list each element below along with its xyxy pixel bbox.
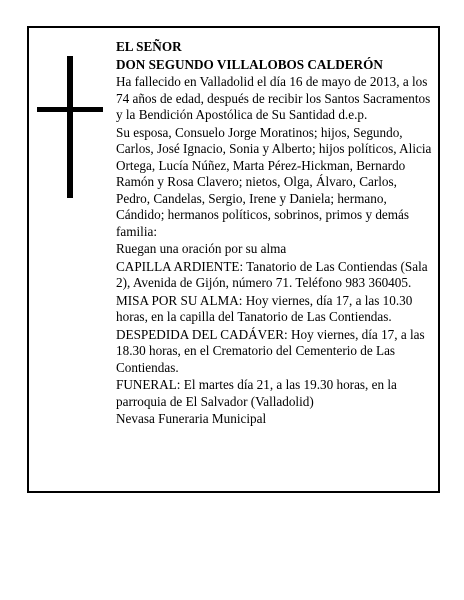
cross-vertical-bar — [67, 56, 73, 198]
death-info: Ha fallecido en Valladolid el día 16 de mayo de 2013, a los 74 años de edad, después de recibir los Santos Sacramentos y la Bendición Apostólica de Su Santidad d.e.p. — [116, 74, 431, 122]
cross-horizontal-bar — [37, 107, 103, 112]
chapel-info: CAPILLA ARDIENTE: Tanatorio de Las Contiendas (Sala 2), Avenida de Gijón, número 71. Teléfono 983 360405. — [116, 258, 428, 290]
funeral-home: Nevasa Funeraria Municipal — [116, 411, 267, 426]
notice-text — [116, 39, 434, 428]
mass-info: MISA POR SU ALMA: Hoy viernes, día 17, a las 10.30 horas, en la capilla del Tanatorio de Las Contiendas. — [116, 292, 413, 324]
cross-icon — [37, 56, 103, 198]
funeral-info: FUNERAL: El martes día 21, a las 19.30 horas, en la parroquia de El Salvador (Valladolid) — [116, 377, 397, 409]
obituary-notice — [27, 26, 440, 493]
family-list: Su esposa, Consuelo Jorge Moratinos; hijos, Segundo, Carlos, José Ignacio, Sonia y Alberto; hijos políticos, Alicia Ortega, Lucía Núñez, Marta Pérez-Hickman, Bernardo Ramón y Rosa Clavero; nietos, Olga, Álvaro, Carlos, Pedro, Candelas, Sergio, Irene y Daniela; hermano, Cándido; hermanos políticos, sobrinos, primos y demás familia: — [116, 124, 432, 239]
deceased-name: DON SEGUNDO VILLALOBOS CALDERÓN — [116, 56, 383, 72]
prayer-request: Ruegan una oración por su alma — [116, 241, 287, 256]
notice-title: EL SEÑOR — [116, 39, 182, 54]
farewell-info: DESPEDIDA DEL CADÁVER: Hoy viernes, día 17, a las 18.30 horas, en el Crematorio del Cementerio de Las Contiendas. — [116, 326, 425, 375]
